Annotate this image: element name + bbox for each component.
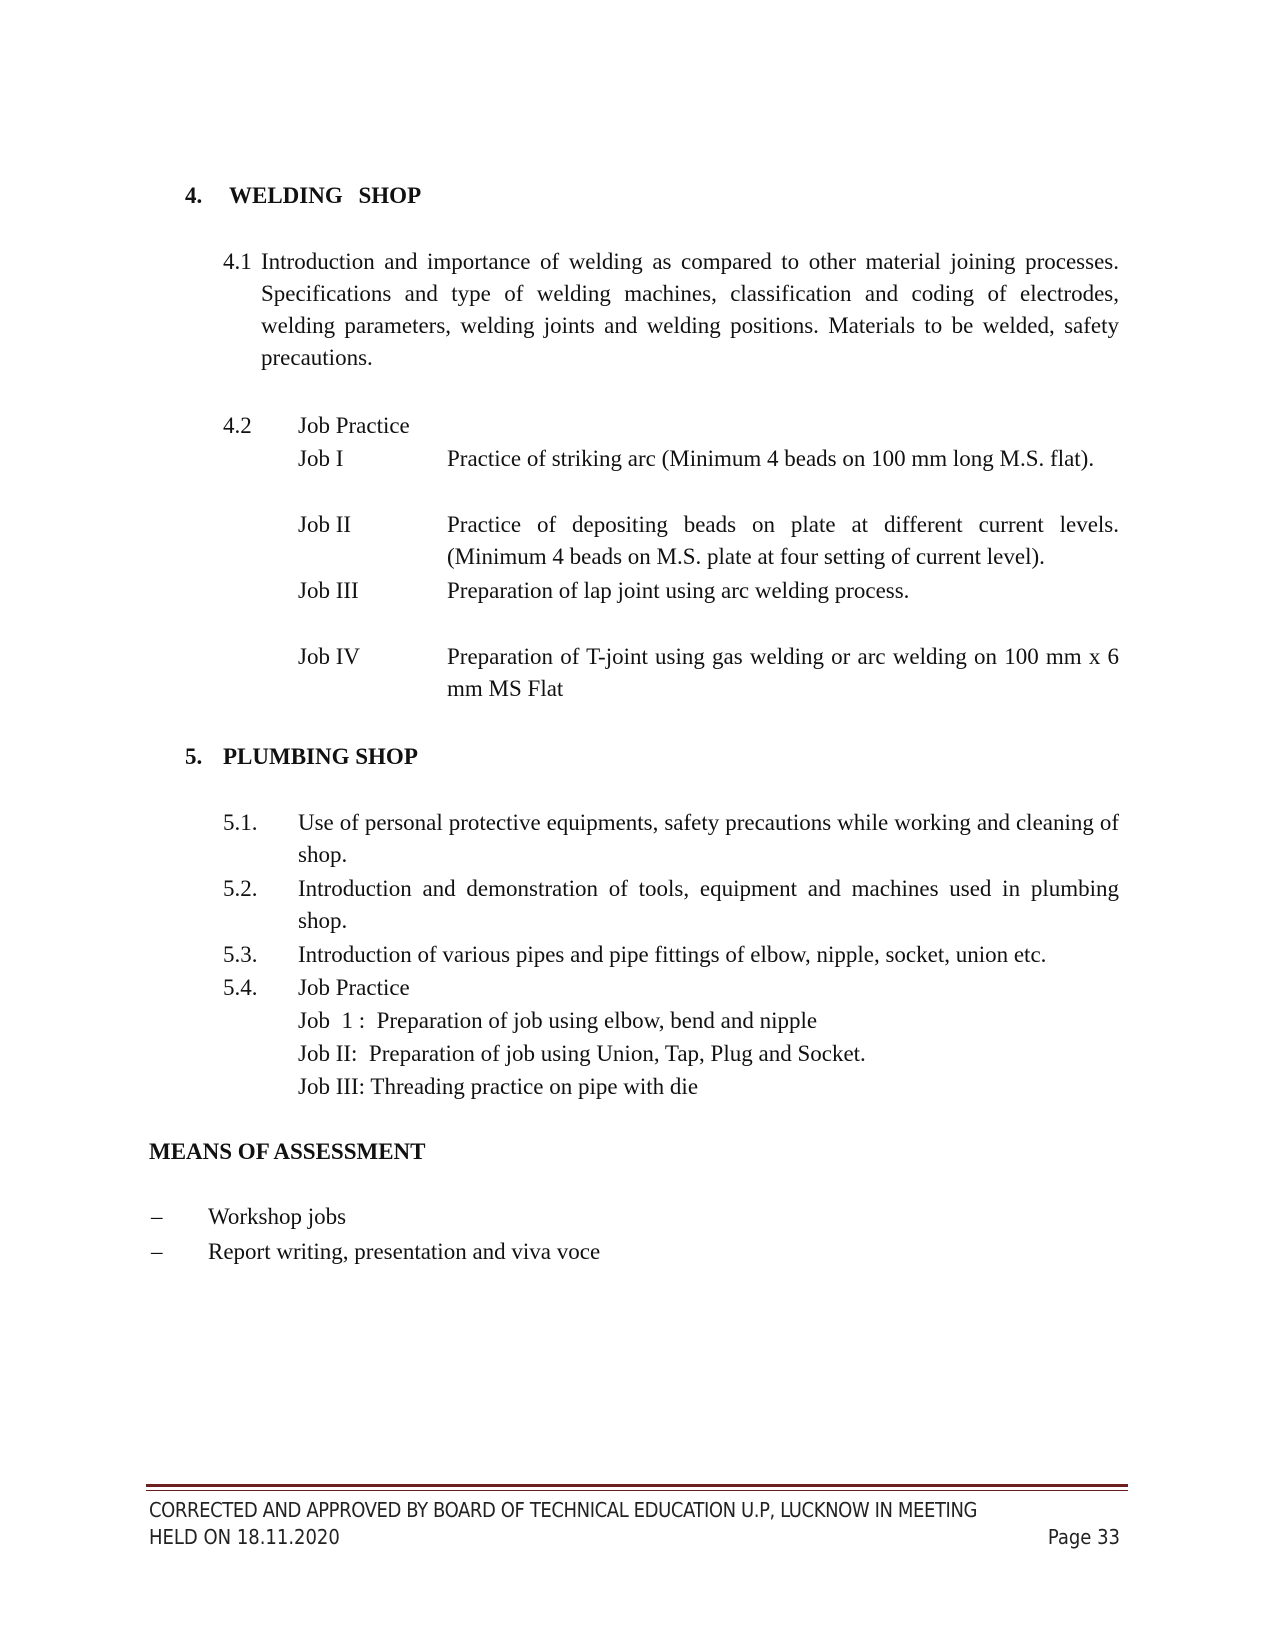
plumbing-job: Job II: Preparation of job using Union, Tap, Plug and Socket. [298,1041,866,1066]
section-4-2-number: 4.2 [223,413,252,438]
job-description: Practice of depositing beads on plate at different current levels. (Minimum 4 beads on M.S. plate at four setting of current level). [447,512,1119,569]
list-item-text: Job Practice [298,975,410,1000]
job-description: Preparation of lap joint using arc welding process. [447,578,910,603]
list-item-number: 5.3. [223,942,258,967]
assessment-heading: MEANS OF ASSESSMENT [149,1139,426,1164]
job-description: Preparation of T-joint using gas welding or arc welding on 100 mm x 6 mm MS Flat [447,644,1119,701]
bullet-dash: – [151,1204,163,1229]
page-number: Page 33 [1047,1525,1120,1549]
list-item-text: Introduction of various pipes and pipe fittings of elbow, nipple, socket, union etc. [298,942,1047,967]
assessment-item: Report writing, presentation and viva voce [208,1239,601,1264]
list-item-number: 5.1. [223,810,258,835]
footer-divider-thin [146,1490,1128,1491]
plumbing-heading-title: PLUMBING SHOP [223,744,418,769]
assessment-item: Workshop jobs [208,1204,347,1229]
bullet-dash: – [151,1239,163,1264]
footer-line-1: CORRECTED AND APPROVED BY BOARD OF TECHNICAL EDUCATION U.P, LUCKNOW IN MEETING [149,1498,978,1522]
footer-line-2: HELD ON 18.11.2020 [149,1525,340,1549]
section-4-1-number: 4.1 [223,249,252,274]
plumbing-job: Job 1 : Preparation of job using elbow, bend and nipple [298,1008,818,1033]
footer-divider [146,1484,1128,1487]
job-label: Job IV [298,644,360,669]
list-item-number: 5.2. [223,876,258,901]
list-item-text: Use of personal protective equipments, safety precautions while working and cleaning of shop. [298,810,1119,867]
job-label: Job III [298,578,359,603]
plumbing-heading-number: 5. [185,744,203,769]
job-label: Job II [298,512,352,537]
welding-heading-title: WELDING SHOP [229,183,422,208]
list-item-number: 5.4. [223,975,258,1000]
section-4-2-title: Job Practice [298,413,410,438]
job-label: Job I [298,446,344,471]
plumbing-job: Job III: Threading practice on pipe with die [298,1074,699,1099]
job-description: Practice of striking arc (Minimum 4 beads on 100 mm long M.S. flat). [447,446,1095,471]
welding-heading-number: 4. [185,183,203,208]
list-item-text: Introduction and demonstration of tools, equipment and machines used in plumbing shop. [298,876,1119,933]
section-4-1-text: Introduction and importance of welding as compared to other material joining processes. Specifications and type of welding machines, classification and coding of electrodes, welding parameters, welding joints and welding positions. Materials to be welded, safety precautions. [261,249,1119,370]
